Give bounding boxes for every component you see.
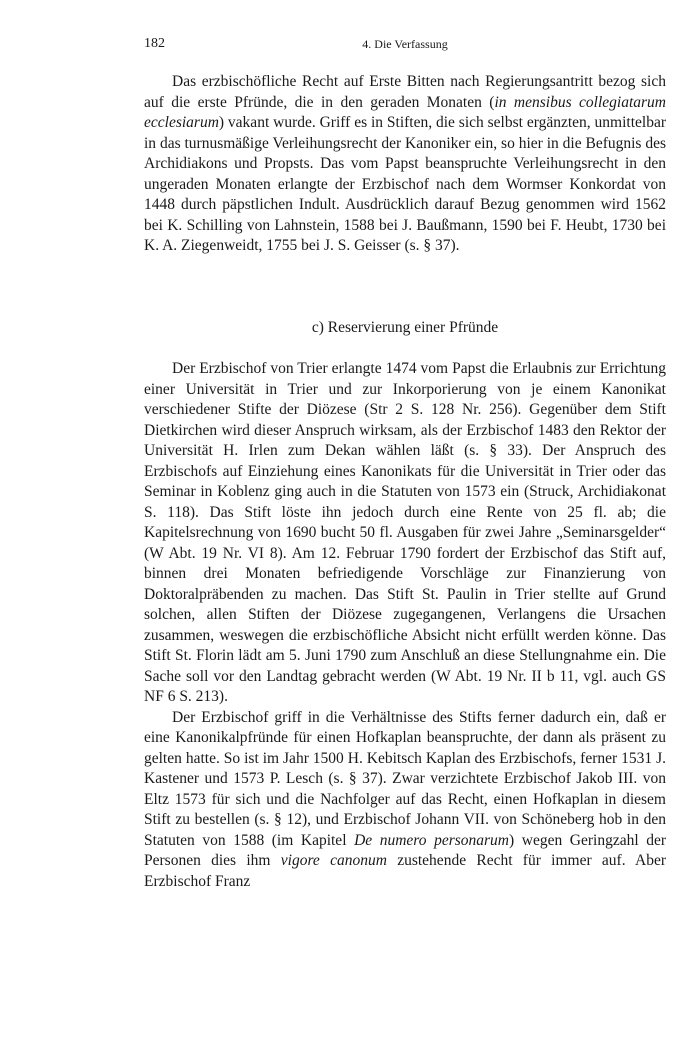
paragraph-erste-bitten-text-1: Das erzbischöfliche Recht auf Erste Bitten nach Regierungsantritt bezog sich auf die erste Pfründe, die in den geraden Monaten ( — [144, 73, 666, 111]
paragraph-erste-bitten-text-2: ) vakant wurde. Griff es in Stiften, die sich selbst ergänzten, unmittelbar in das turnusmäßige Verleihungsrecht der Kanoniker ein, so hier in die Befugnis des Archidiakons und Propsts. Das vom Papst beanspruchte Verleihungsrecht in den ungeraden Monaten erlangte der Erzbischof nach dem Wormser Konkordat von 1448 durch päpstlichen Indult. Ausdrücklich darauf Bezug genommen wird 1562 bei K. Schilling von Lahnstein, 1588 bei J. Baußmann, 1590 bei F. Heubt, 1730 bei K. A. Ziegenweidt, 1755 bei J. S. Geisser (s. § 37). — [144, 114, 666, 254]
latin-phrase-de-numero: De numero personarum — [354, 831, 510, 849]
paragraph-reservierung: Der Erzbischof von Trier erlangte 1474 vom Papst die Erlaubnis zur Errichtung einer Universität in Trier und zur Inkorporierung von je einem Kanonikat verschiedener Stifte der Diözese (Str 2 S. 128 Nr. 256). Gegenüber dem Stift Dietkirchen wird dieser Anspruch wirksam, als der Erzbischof 1483 den Rektor der Universität H. Irlen zum Dekan wählen läßt (s. § 33). Der Anspruch des Erzbischofs auf Einziehung eines Kanonikats für die Universität in Trier oder das Seminar in Koblenz ging auch in die Statuten von 1573 ein (Struck, Archidiakonat S. 118). Das Stift löste ihn jedoch durch eine Rente von 25 fl. ab; die Kapitelsrechnung von 1690 bucht 50 fl. Ausgaben für zwei Jahre „Seminarsgelder“ (W Abt. 19 Nr. VI 8). Am 12. Februar 1790 fordert der Erzbischof das Stift auf, binnen drei Monaten befriedigende Vorschläge zur Finanzierung von Doktoralpräbenden zu machen. Das Stift St. Paulin in Trier stellte auf Grund solchen, allen Stiften der Diözese zugegangenen, Verlangens die Ursachen zusammen, weswegen die erzbischöfliche Absicht nicht erfüllt werden könne. Das Stift St. Florin lädt am 5. Juni 1790 zum Anschluß an diese Stellungnahme ein. Die Sache soll vor den Landtag gebracht werden (W Abt. 19 Nr. II b 11, vgl. auch GS NF 6 S. 213). — [144, 360, 666, 705]
section-heading: c) Reservierung einer Pfründe — [311, 318, 499, 336]
running-head — [144, 36, 666, 56]
chapter-title: 4. Die Verfassung — [362, 37, 448, 51]
page-number: 182 — [144, 36, 165, 51]
body-text — [144, 72, 666, 892]
paragraph-hofkaplan-text-1: Der Erzbischof griff in die Verhältnisse des Stifts ferner dadurch ein, daß er eine Kanonikalpfründe für einen Hofkaplan beanspruchte, der dann als präsent zu gelten hatte. So ist im Jahr 1500 H. Kebitsch Kaplan des Erzbischofs, ferner 1531 J. Kastener und 1573 P. Lesch (s. § 37). Zwar verzichtete Erzbischof Jakob III. von Eltz 1573 für sich und die Nachfolger auf das Recht, einen Hofkaplan in diesem Stift zu bestellen (s. § 12), und Erzbischof Johann VII. von Schöneberg hob in den Statuten von 1588 (im Kapitel — [144, 708, 666, 849]
paragraph-hofkaplan-text-3: zustehende Recht für immer auf. Aber Erzbischof Franz — [144, 852, 666, 890]
latin-phrase-in-mensibus: in mensibus collegiatarum ecclesiarum — [144, 93, 666, 131]
paragraph-hofkaplan — [144, 708, 666, 893]
latin-phrase-vigore: vigore canonum — [280, 852, 387, 869]
paragraph-erste-bitten — [144, 72, 666, 257]
paragraph-hofkaplan-text-2: ) wegen Geringzahl der Personen dies ihm — [144, 831, 667, 869]
